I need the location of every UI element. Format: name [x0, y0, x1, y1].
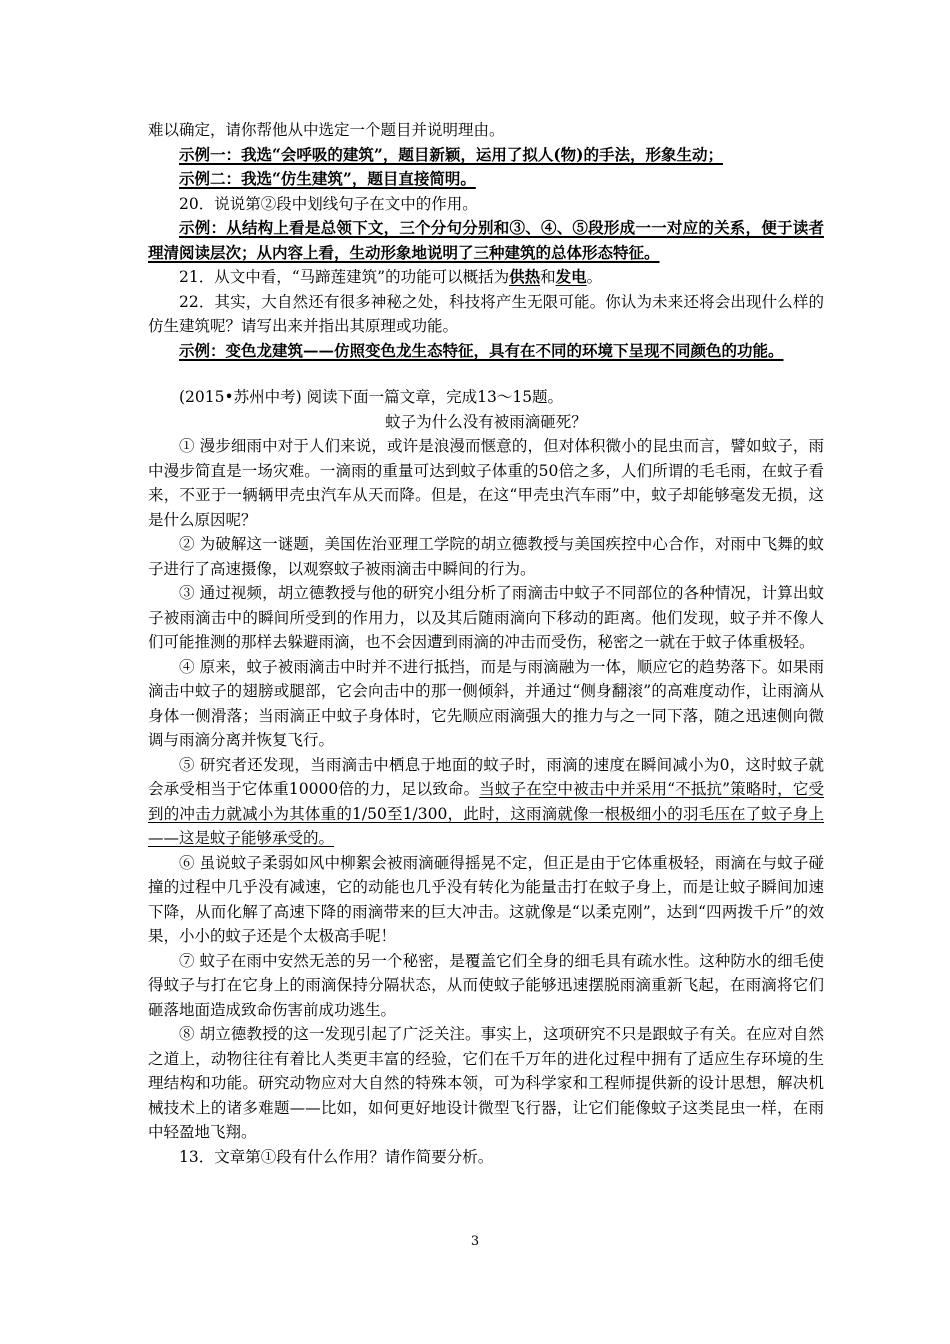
article-paragraph-1: ① 漫步细雨中对于人们来说，或许是浪漫而惬意的，但对体积微小的昆虫而言，譬如蚊子，雨中漫步简直是一场灾难。一滴雨的重量可达到蚊子体重的50倍之多，人们所谓的毛毛雨，在蚊子看来，不亚于一辆辆甲壳虫汽车从天而降。但是，在这“甲壳虫汽车雨”中，蚊子却能够毫发无损，这是什么原因呢？ [148, 437, 824, 529]
article-title: 蚊子为什么没有被雨滴砸死？ [385, 412, 587, 431]
question-21 [148, 265, 824, 290]
article-paragraph-8: ⑧ 胡立德教授的这一发现引起了广泛关注。事实上，这项研究不只是跟蚊子有关。在应对自然之道上，动物往往有着比人类更丰富的经验，它们在千万年的进化过程中拥有了适应生存环境的生理结构和功能。研究动物应对大自然的特殊本领，可为科学家和工程师提供新的设计思想，解决机械技术上的诸多难题——比如，如何更好地设计微型飞行器，让它们能像蚊子这类昆虫一样，在雨中轻盈地飞翔。 [148, 1025, 824, 1141]
article-paragraph-4: ④ 原来，蚊子被雨滴击中时并不进行抵挡，而是与雨滴融为一体，顺应它的趋势落下。如果雨滴击中蚊子的翅膀或腿部，它会向击中的那一侧倾斜，并通过“侧身翻滚”的高难度动作，让雨滴从身体一侧滑落；当雨滴正中蚊子身体时，它先顺应雨滴强大的推力与之一同下落，随之迅速侧向微调与雨滴分离并恢复飞行。 [148, 657, 824, 749]
section-gap [148, 363, 824, 385]
answer-19-example-1 [148, 143, 824, 168]
question-19-continuation: 难以确定，请你帮他从中选定一个题目并说明理由。 [148, 121, 505, 139]
article-paragraph-5 [148, 753, 824, 851]
question-21-connector: 和 [540, 268, 556, 286]
question-13: 13．文章第①段有什么作用？请作简要分析。 [179, 1147, 494, 1166]
question-22: 22．其实，大自然还有很多神秘之处，科技将产生无限可能。你认为未来还将会出现什么样的仿生建筑呢？请写出来并指出其原理或功能。 [148, 292, 824, 335]
question-21-end: 。 [586, 268, 603, 286]
answer-text: 示例二：我选“仿生建筑”，题目直接简明。 [179, 169, 476, 188]
answer-text: 示例：从结构上看是总领下文，三个分句分别和③、④、⑤段形成一一对应的关系，便于读者理清阅读层次；从内容上看，生动形象地说明了三种建筑的总体形态特征。 [148, 218, 824, 262]
answer-text: 示例一：我选“会呼吸的建筑”，题目新颖，运用了拟人(物)的手法，形象生动； [179, 144, 724, 164]
underlined-sentence: 当蚊子在空中被击中并采用“不抵抗”策略时，它受到的冲击力就减小为其体重的1/50至1/300，此时，这雨滴就像一根极细小的羽毛压在了蚊子身上——这是蚊子能够承受的。 [148, 780, 824, 847]
page-content [148, 118, 824, 1169]
article-paragraph-3: ③ 通过视频，胡立德教授与他的研究小组分析了雨滴击中蚊子不同部位的各种情况，计算出蚊子被雨滴击中的瞬间所受到的作用力，以及其后随雨滴向下移动的距离。他们发现，蚊子并不像人们可能推测的那样去躲避雨滴，也不会因遭到雨滴的冲击而受伤，秘密之一就在于蚊子体重极轻。 [148, 584, 824, 651]
question-20: 20．说说第②段中划线句子在文中的作用。 [179, 194, 478, 213]
answer-22 [148, 339, 824, 364]
page-number: 3 [470, 1234, 480, 1249]
article-paragraph-6: ⑥ 虽说蚊子柔弱如风中柳絮会被雨滴砸得摇晃不定，但正是由于它体重极轻，雨滴在与蚊子碰撞的过程中几乎没有减速，它的动能也几乎没有转化为能量击打在蚊子身上，而是让蚊子瞬间加速下降，从而化解了高速下降的雨滴带来的巨大冲击。这就像是“以柔克刚”，达到“四两拨千斤”的效果，小小的蚊子还是个太极高手呢！ [148, 853, 824, 945]
article-paragraph-2: ② 为破解这一谜题，美国佐治亚理工学院的胡立德教授与美国疾控中心合作，对雨中飞舞的蚊子进行了高速摄像，以观察蚊子被雨滴击中瞬间的行为。 [148, 535, 824, 578]
article-paragraph-7: ⑦ 蚊子在雨中安然无恙的另一个秘密，是覆盖它们全身的细毛具有疏水性。这种防水的细毛使得蚊子与打在它身上的雨滴保持分隔状态，从而使蚊子能够迅速摆脱雨滴重新飞起，在雨滴将它们砸落地面造成致命伤害前成功逃生。 [148, 951, 824, 1019]
answer-21-blank-2: 发电 [555, 267, 587, 286]
paragraph-5-text: ⑤ 研究者还发现，当雨滴击中栖息于地面的蚊子时，雨滴的速度在瞬间减小为0，这时蚊子就会承受相当于它体重10000倍的力，足以致命。 [148, 755, 824, 798]
answer-20 [148, 216, 824, 265]
answer-21-blank-1: 供热 [509, 267, 541, 286]
reading-intro: (2015•苏州中考) 阅读下面一篇文章，完成13～15题。 [179, 388, 564, 406]
question-21-text: 21．从文中看，“马蹄莲建筑”的功能可以概括为 [179, 268, 510, 286]
answer-text: 示例：变色龙建筑——仿照变色龙生态特征，具有在不同的环境下呈现不同颜色的功能。 [179, 340, 784, 360]
answer-19-example-2 [148, 167, 824, 192]
